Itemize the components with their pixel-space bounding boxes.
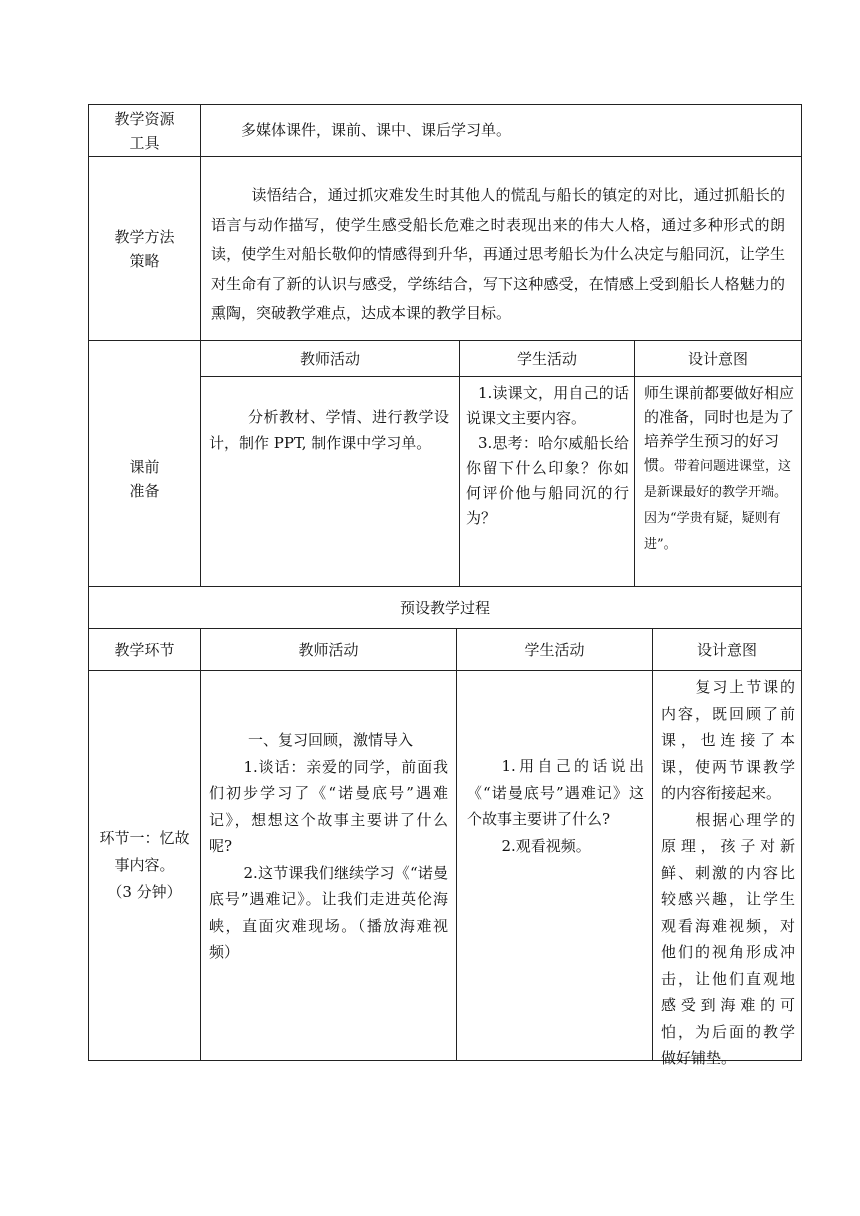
resources-label-line1: 教学资源	[114, 109, 175, 128]
prep-teacher-text: 分析教材、学情、进行教学设计，制作 PPT, 制作课中学习单。	[209, 408, 449, 452]
prep-header-student-text: 学生活动	[516, 349, 577, 368]
process-stage-line3: （3 分钟）	[107, 883, 182, 901]
prep-student-item-1: 1.读课文，用自己的话说课文主要内容。	[466, 384, 629, 427]
prep-label-line2: 准备	[129, 481, 160, 500]
process-header-stage	[89, 629, 200, 670]
prep-intent-text-b: 带着问题进课堂，这是新课最好的教学开端。因为“学贵有疑，疑则有进”。	[644, 459, 792, 552]
method-content	[201, 157, 801, 340]
method-text: 读悟结合，通过抓灾难发生时其他人的慌乱与船长的镇定的对比，通过抓船长的语言与动作描写，使学生感受船长危难之时表现出来的伟大人格，通过多种形式的朗读，使学生对船长敬仰的情感得到升华，再通过思考船长为什么决定与船同沉，让学生对生命有了新的认识与感受，学练结合，写下这种感受，在情感上受到船长人格魅力的熏陶，突破教学难点，达成本课的教学目标。	[211, 186, 785, 322]
process-header-teacher-text: 教师活动	[298, 640, 359, 659]
process-header-intent	[653, 629, 801, 670]
method-label	[89, 157, 200, 340]
prep-header-teacher-text: 教师活动	[299, 349, 360, 368]
process-teacher-heading: 一、复习回顾，激情导入	[248, 731, 414, 749]
prep-student-item-2: 3.思考：哈尔威船长给你留下什么印象？你如何评价他与船同沉的行为？	[466, 434, 629, 527]
prep-intent-text-a: 师生课前都要做好相应的准备，同时也是为了培养学生预习的好习惯。	[644, 384, 795, 474]
process-stage-cell	[89, 671, 200, 1060]
rule-right	[801, 104, 802, 1061]
process-teacher-cell	[201, 671, 456, 1060]
process-title-text: 预设教学过程	[399, 598, 490, 617]
prep-header-teacher	[201, 341, 459, 376]
process-stage-line1: 环节一：忆故	[99, 829, 190, 847]
process-header-student	[457, 629, 652, 670]
prep-header-student	[460, 341, 634, 376]
process-student-cell	[457, 671, 652, 1060]
resources-text: 多媒体课件，课前、课中、课后学习单。	[241, 121, 512, 139]
process-intent-p2: 根据心理学的原理，孩子对新鲜、刺激的内容比较感兴趣，让学生观看海难视频，对他们的视角形成冲击，让他们直观地感受到海难的可怕，为后面的教学做好铺垫。	[661, 810, 795, 1067]
process-intent-p1: 复习上节课的内容，既回顾了前课，也连接了本课，使两节课教学的内容衔接起来。	[661, 678, 795, 802]
process-teacher-p2: 2.这节课我们继续学习《“诺曼底号”遇难记》。让我们走进英伦海峡，直面灾难现场。（播放海难视频）	[209, 863, 448, 961]
resources-content	[201, 105, 801, 156]
method-label-line1: 教学方法	[114, 227, 175, 246]
resources-label-line2: 工具	[129, 133, 160, 152]
process-intent-cell	[653, 671, 801, 1067]
prep-label	[89, 341, 200, 586]
prep-student-cell	[460, 377, 634, 586]
process-header-teacher	[201, 629, 456, 670]
prep-teacher-cell	[201, 377, 459, 586]
prep-label-line1: 课前	[129, 457, 160, 476]
process-header-intent-text: 设计意图	[696, 640, 757, 659]
process-header-stage-text: 教学环节	[114, 640, 175, 659]
prep-header-intent-text: 设计意图	[687, 349, 748, 368]
resources-label	[89, 105, 200, 156]
process-student-p1: 1.用自己的话说出《“诺曼底号”遇难记》这个故事主要讲了什么?	[467, 757, 644, 828]
process-header-student-text: 学生活动	[524, 640, 585, 659]
prep-intent-cell	[635, 377, 801, 586]
process-teacher-p1: 1.谈话：亲爱的同学，前面我们初步学习了《“诺曼底号”遇难记》，想想这个故事主要讲了什么呢?	[209, 757, 448, 855]
process-stage-line2: 事内容。	[114, 856, 175, 874]
method-label-line2: 策略	[129, 251, 160, 270]
process-student-p2: 2.观看视频。	[501, 836, 591, 855]
process-title	[89, 587, 801, 628]
prep-header-intent	[635, 341, 801, 376]
